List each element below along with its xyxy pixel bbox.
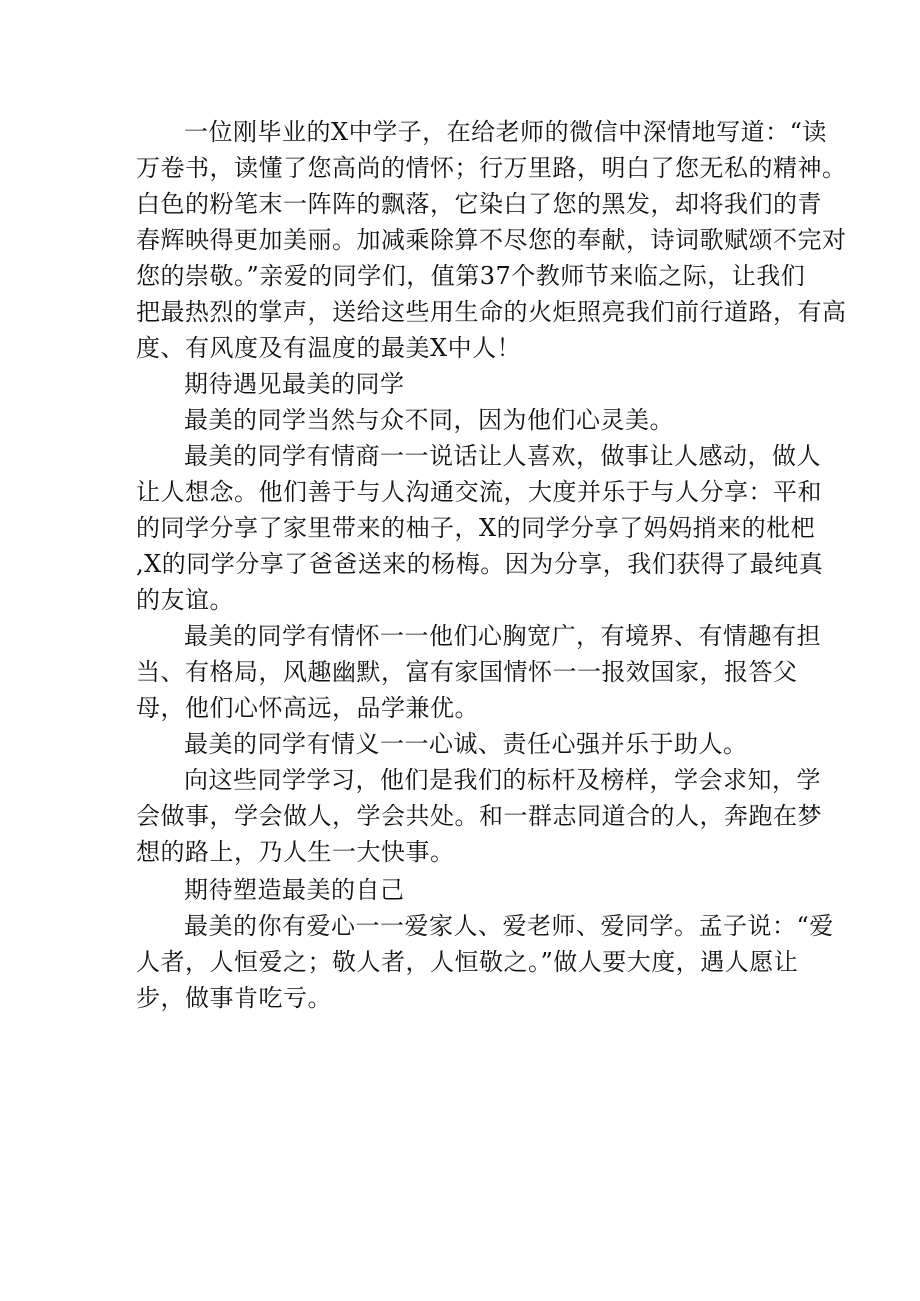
intro-paragraph [136, 114, 847, 366]
you-love-paragraph [136, 908, 834, 1016]
paragraph-line: 度、有风度及有温度的最美X中人！ [136, 334, 522, 362]
paragraph-line: 最美的同学有情商一一说话让人喜欢，做事让人感动，做人 [184, 442, 821, 470]
paragraph-line: ,X的同学分享了爸爸送来的杨梅。因为分享，我们获得了最纯真 [136, 550, 824, 578]
paragraph-line: 最美的同学有情怀一一他们心胸宽广，有境界、有情趣有担 [184, 622, 821, 650]
classmates-feelings-paragraph [136, 618, 821, 726]
paragraph-line: 让人想念。他们善于与人沟通交流，大度并乐于与人分享：平和 [136, 478, 822, 506]
section-heading: 期待塑造最美的自己 [184, 876, 405, 904]
paragraph-line: 一位刚毕业的X中学子，在给老师的微信中深情地写道：“读 [184, 118, 827, 146]
paragraph-line: 会做事，学会做人，学会共处。和一群志同道合的人，奔跑在梦 [136, 802, 822, 830]
heading-shape-yourself [136, 872, 796, 908]
classmates-different-paragraph [136, 402, 796, 438]
paragraph-line: 最美的同学当然与众不同，因为他们心灵美。 [184, 406, 674, 434]
heading-meet-classmates [136, 366, 796, 402]
paragraph-line: 您的崇敬。”亲爱的同学们，值第37个教师节来临之际，让我们 [136, 262, 806, 290]
paragraph-line: 母，他们心怀高远，品学兼优。 [136, 694, 479, 722]
paragraph-line: 人者，人恒爱之；敬人者，人恒敬之。”做人要大度，遇人愿让 [136, 948, 799, 976]
paragraph-line: 最美的你有爱心一一爱家人、爱老师、爱同学。孟子说：“爱 [184, 912, 834, 940]
paragraph-line: 想的路上，乃人生一大快事。 [136, 838, 455, 866]
paragraph-line: 的友谊。 [136, 586, 234, 614]
paragraph-line: 春辉映得更加美丽。加减乘除算不尽您的奉献，诗词歌赋颂不完对 [136, 226, 847, 254]
section-heading: 期待遇见最美的同学 [184, 370, 405, 398]
paragraph-line: 的同学分享了家里带来的柚子，X的同学分享了妈妈捎来的枇杷 [136, 514, 816, 542]
paragraph-line: 步，做事肯吃亏。 [136, 984, 332, 1012]
paragraph-line: 白色的粉笔末一阵阵的飘落，它染白了您的黑发，却将我们的青 [136, 190, 822, 218]
learn-from-classmates-paragraph [136, 762, 822, 870]
paragraph-line: 最美的同学有情义一一心诚、责任心强并乐于助人。 [184, 730, 748, 758]
paragraph-line: 万卷书，读懂了您高尚的情怀；行万里路，明白了您无私的精神。 [136, 154, 847, 182]
paragraph-line: 向这些同学学习，他们是我们的标杆及榜样，学会求知，学 [184, 766, 821, 794]
document-body [136, 114, 847, 1016]
classmates-loyalty-paragraph [136, 726, 796, 762]
classmates-eq-paragraph [136, 438, 824, 618]
paragraph-line: 当、有格局，风趣幽默，富有家国情怀一一报效国家，报答父 [136, 658, 798, 686]
paragraph-line: 把最热烈的掌声，送给这些用生命的火炬照亮我们前行道路，有高 [136, 298, 847, 326]
